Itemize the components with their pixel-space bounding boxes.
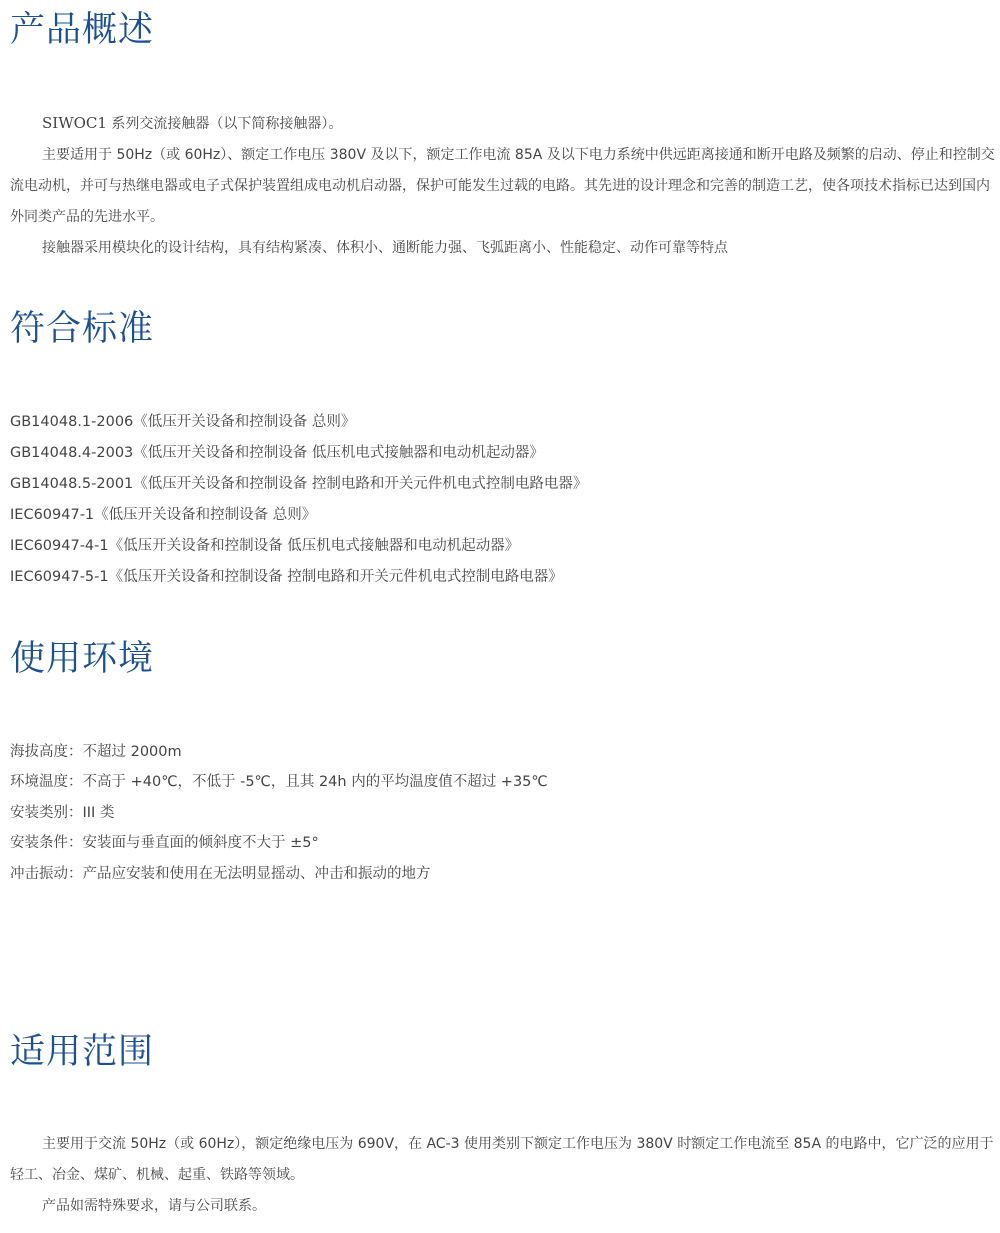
standards-heading: 符合标准 xyxy=(10,309,155,349)
overview-paragraph xyxy=(10,108,996,140)
environment-item: 安装条件：安装面与垂直面的倾斜度不大于 ±5° xyxy=(10,835,319,852)
environment-list xyxy=(10,737,548,889)
overview-paragraph: 主要适用于 50Hz（或 60Hz）、额定工作电压 380V 及以下，额定工作电流 85A 及以下电力系统中供远距离接通和断开电路及频繁的启动、停止和控制交流电动机，并可与热继电器或电子式保护装置组成电动机启动器，保护可能发生过载的电路。其先进的设计理念和完善的制造工艺，使各项技术指标已达到国内外同类产品的先进水平。 xyxy=(10,147,995,225)
standard-item: IEC60947-4-1《低压开关设备和控制设备 低压机电式接触器和电动机起动器》 xyxy=(10,538,520,554)
standard-item: GB14048.5-2001《低压开关设备和控制设备 控制电路和开关元件机电式控制电路电器》 xyxy=(10,476,588,492)
environment-heading: 使用环境 xyxy=(10,639,155,679)
standard-item: IEC60947-1《低压开关设备和控制设备 总则》 xyxy=(10,507,317,523)
environment-item: 海拔高度：不超过 2000m xyxy=(10,744,182,760)
overview-heading: 产品概述 xyxy=(10,10,155,50)
overview-intro-text: 系列交流接触器（以下简称接触器）。 xyxy=(106,116,343,132)
overview-paragraph: 接触器采用模块化的设计结构，具有结构紧凑、体积小、通断能力强、飞弧距离小、性能稳定、动作可靠等特点 xyxy=(42,240,728,256)
standard-item: IEC60947-5-1《低压开关设备和控制设备 控制电路和开关元件机电式控制电路电器》 xyxy=(10,569,563,585)
environment-item: 安装类别：III 类 xyxy=(10,804,115,821)
scope-paragraph: 主要用于交流 50Hz（或 60Hz），额定绝缘电压为 690V，在 AC-3 使用类别下额定工作电压为 380V 时额定工作电流至 85A 的电路中，它广泛的应用于轻工、冶金、煤矿、机械、起重、铁路等领域。 xyxy=(10,1136,994,1183)
environment-item: 冲击振动：产品应安装和使用在无法明显摇动、冲击和振动的地方 xyxy=(10,865,431,882)
standards-list xyxy=(10,407,587,593)
overview-body xyxy=(10,108,996,264)
environment-item: 环境温度：不高于 +40℃，不低于 -5℃，且其 24h 内的平均温度值不超过 +35℃ xyxy=(10,774,548,791)
scope-heading: 适用范围 xyxy=(10,1032,155,1072)
standard-item: GB14048.1-2006《低压开关设备和控制设备 总则》 xyxy=(10,414,356,430)
scope-body xyxy=(10,1129,996,1222)
scope-paragraph: 产品如需特殊要求，请与公司联系。 xyxy=(42,1198,266,1214)
standard-item: GB14048.4-2003《低压开关设备和控制设备 低压机电式接触器和电动机起动器》 xyxy=(10,445,544,461)
product-model: SIWOC1 xyxy=(42,114,107,132)
